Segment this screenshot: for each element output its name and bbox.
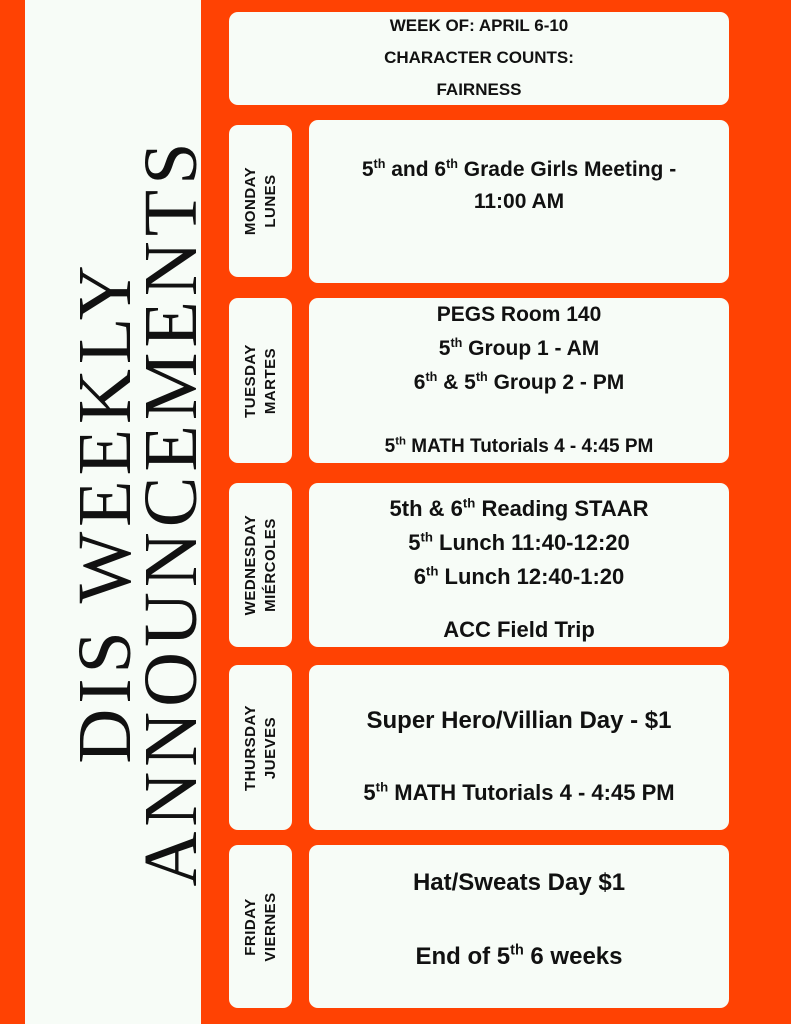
day-label-wed [229,483,292,647]
ordinal-suffix: th [375,779,389,795]
announcement-line [309,366,729,400]
day-label-text [241,344,281,418]
day-label-thu [229,665,292,830]
day-spanish: VIERNES [261,891,279,962]
character-counts-label: CHARACTER COUNTS: [384,48,574,67]
ordinal-suffix: th [475,369,488,384]
day-label-text [241,705,281,791]
day-english: TUESDAY [241,343,259,418]
announcement-text: 6 weeks [523,943,623,970]
ordinal-suffix: th [450,335,463,350]
announcement-text: Super Hero/Villian Day - $1 [366,707,672,734]
announcement-line [309,186,729,218]
day-label-mon [229,125,292,277]
day-announcements-wed [309,483,729,647]
title-panel [25,0,213,1024]
announcement-text: ACC Field Trip [443,617,595,642]
announcement-line [309,492,729,526]
announcement-text: Group 1 - AM [462,337,600,360]
day-spanish: MARTES [261,347,279,414]
announcement-text: Reading STAAR [475,496,649,521]
day-spanish: JUEVES [261,716,279,779]
announcement-text: 5 [438,337,451,360]
announcement-text: Group 2 - PM [487,371,625,394]
announcement-text: and 6 [385,158,447,181]
announcement-line [309,560,729,594]
announcement-line [309,613,729,647]
day-label-fri [229,845,292,1008]
announcement-text: Grade Girls Meeting - [457,158,677,181]
day-spanish: MIÉRCOLES [261,518,279,612]
announcement-line [309,775,729,811]
ordinal-suffix: th [510,942,524,959]
announcement-text: 5th & 6 [389,496,463,521]
week-header [229,12,729,105]
ordinal-suffix: th [425,563,439,579]
announcement-text: End of 5 [415,943,511,970]
day-announcements-fri [309,845,729,1008]
announcement-text: Lunch 12:40-1:20 [438,564,625,589]
announcement-text: Hat/Sweats Day $1 [412,869,626,896]
announcement-text: 6 [413,564,426,589]
announcement-line [309,703,729,739]
day-announcements-mon [309,120,729,283]
day-english: FRIDAY [241,897,259,956]
announcement-line [309,298,729,332]
announcement-text: MATH Tutorials 4 - 4:45 PM [405,436,654,457]
day-spanish: LUNES [261,174,279,228]
ordinal-suffix: th [425,369,438,384]
day-english: MONDAY [241,166,259,236]
announcement-line [309,865,729,901]
announcement-text: & 5 [437,371,476,394]
announcement-text: MATH Tutorials 4 - 4:45 PM [388,780,675,805]
announcement-line [309,430,729,464]
day-label-text [241,892,281,961]
week-of: WEEK OF: APRIL 6-10 [389,16,569,35]
day-announcements-thu [309,665,729,830]
day-label-tue [229,298,292,463]
ordinal-suffix: th [373,156,386,171]
title-line-1: DIS WEEKLY [63,260,147,764]
day-english: WEDNESDAY [241,514,259,616]
title-line-2: ANNOUNCEMENTS [129,137,213,887]
announcement-text: 5 [384,436,396,457]
day-english: THURSDAY [241,704,259,791]
day-label-text [241,515,281,616]
page-title [63,62,213,962]
announcement-text: PEGS Room 140 [436,303,602,326]
announcement-line [309,939,729,975]
ordinal-suffix: th [420,529,433,545]
ordinal-suffix: th [446,156,458,171]
day-label-text [241,167,281,235]
character-trait: FAIRNESS [436,80,522,99]
announcement-text: 11:00 AM [473,190,565,213]
announcement-line [309,332,729,366]
announcement-text: 5 [361,158,374,181]
announcement-text: 6 [413,371,426,394]
day-announcements-tue [309,298,729,463]
ordinal-suffix: th [395,435,406,448]
announcement-text: 5 [408,530,421,555]
announcement-text: 5 [363,780,376,805]
announcement-line [309,154,729,186]
ordinal-suffix: th [462,495,476,511]
announcement-line [309,526,729,560]
announcement-text: Lunch 11:40-12:20 [432,530,630,555]
